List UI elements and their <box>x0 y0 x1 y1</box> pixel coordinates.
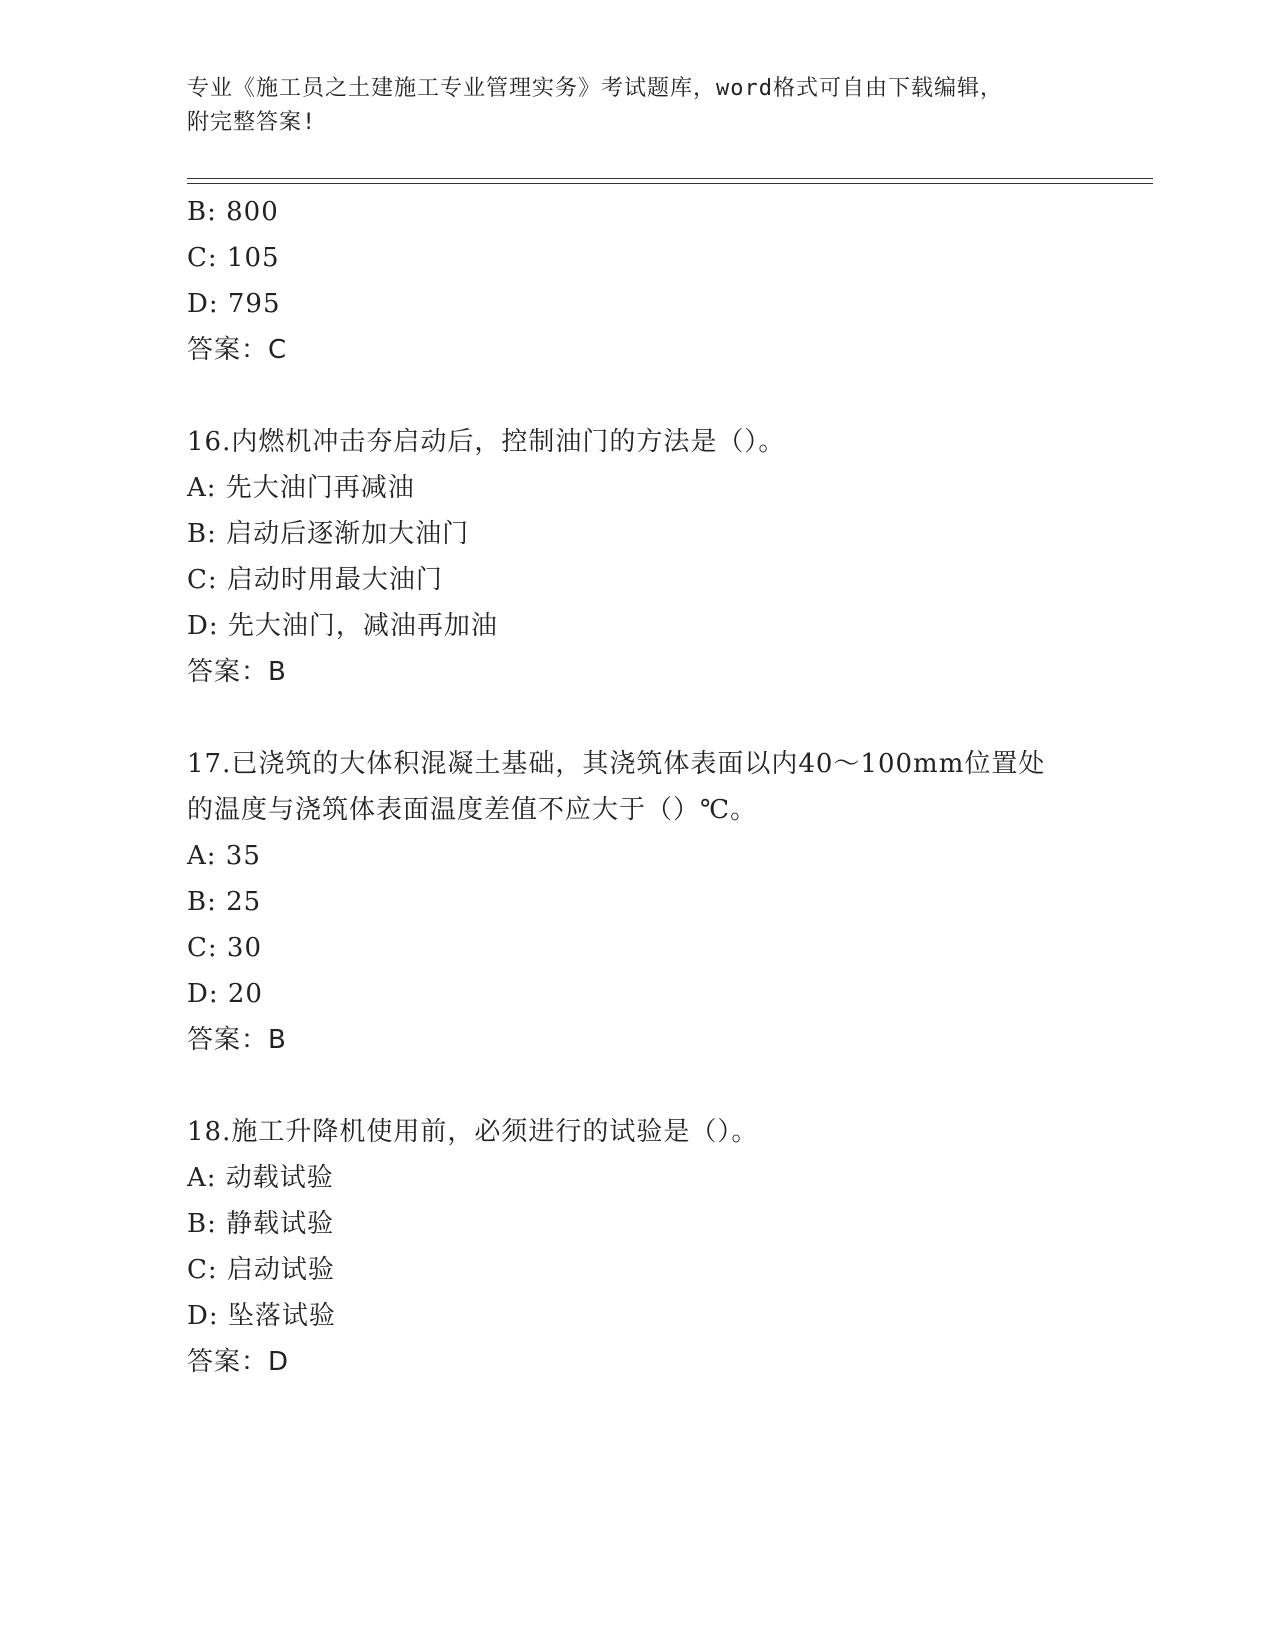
header-line-1: 专业《施工员之土建施工专业管理实务》考试题库，word格式可自由下载编辑， <box>187 76 1003 101</box>
option-a: A: 先大油门再减油 <box>187 473 415 503</box>
question-block-18 <box>187 1109 1087 1385</box>
option-d: D: 795 <box>187 289 281 319</box>
header-line-2: 附完整答案! <box>187 110 317 135</box>
option-d: D: 坠落试验 <box>187 1301 336 1331</box>
header-rule-bottom <box>187 183 1153 184</box>
document-header <box>187 72 1087 140</box>
answer: 答案：B <box>187 657 287 687</box>
question-text: 16.内燃机冲击夯启动后，控制油门的方法是（）。 <box>187 427 786 457</box>
option-d: D: 先大油门，减油再加油 <box>187 611 498 641</box>
answer: 答案：B <box>187 1025 287 1055</box>
question-list <box>187 189 1087 1385</box>
option-c: C: 30 <box>187 933 263 963</box>
spacer <box>187 695 1087 741</box>
option-b: B: 启动后逐渐加大油门 <box>187 519 470 549</box>
question-block-15 <box>187 189 1087 373</box>
option-c: C: 105 <box>187 243 280 273</box>
option-b: B: 25 <box>187 887 262 917</box>
option-c: C: 启动时用最大油门 <box>187 565 443 595</box>
question-text: 18.施工升降机使用前，必须进行的试验是（）。 <box>187 1117 759 1147</box>
spacer <box>187 1063 1087 1109</box>
question-text-line-1: 17.已浇筑的大体积混凝土基础，其浇筑体表面以内40～100mm位置处 <box>187 749 1046 779</box>
option-b: B: 800 <box>187 197 279 227</box>
option-a: A: 35 <box>187 841 261 871</box>
question-text-line-2: 的温度与浇筑体表面温度差值不应大于（）℃。 <box>187 795 758 825</box>
question-block-17 <box>187 741 1087 1063</box>
option-d: D: 20 <box>187 979 263 1009</box>
answer: 答案：C <box>187 335 288 365</box>
option-a: A: 动载试验 <box>187 1163 334 1193</box>
answer: 答案：D <box>187 1347 290 1377</box>
question-block-16 <box>187 419 1087 695</box>
option-c: C: 启动试验 <box>187 1255 335 1285</box>
option-b: B: 静载试验 <box>187 1209 335 1239</box>
header-rule-top <box>187 178 1153 179</box>
spacer <box>187 373 1087 419</box>
